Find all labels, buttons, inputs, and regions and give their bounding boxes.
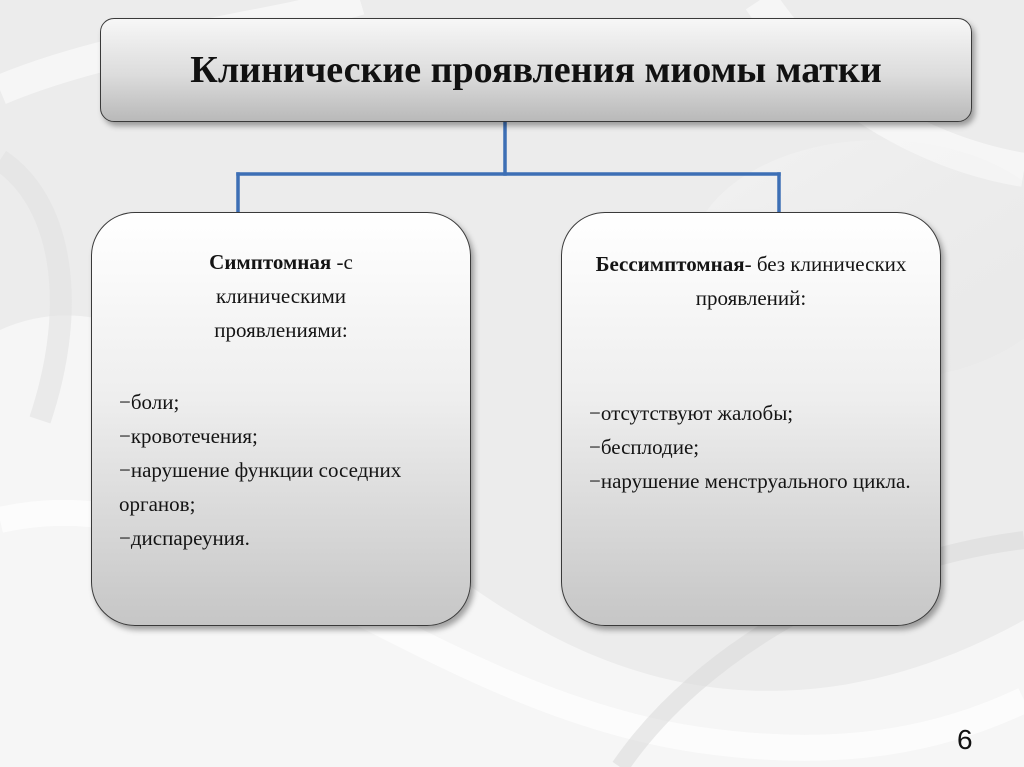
symptomatic-list xyxy=(119,385,449,555)
list-item: −нарушение менструального цикла. xyxy=(589,469,911,493)
asymptomatic-box xyxy=(561,212,941,626)
list-item: −бесплодие; xyxy=(589,435,700,459)
asymptomatic-heading xyxy=(562,247,940,315)
list-item: −нарушение функции соседних органов; xyxy=(119,458,402,516)
symptomatic-heading-bold: Симптомная xyxy=(209,250,332,274)
asymptomatic-heading-bold: Бессимптомная xyxy=(595,252,745,276)
asymptomatic-list xyxy=(589,396,919,498)
diagram-title: Клинические проявления миомы матки xyxy=(190,49,882,91)
list-item: −кровотечения; xyxy=(119,424,258,448)
symptomatic-heading xyxy=(92,245,470,347)
list-item: −отсутствуют жалобы; xyxy=(589,401,794,425)
symptomatic-box xyxy=(91,212,471,626)
connector-lines xyxy=(238,123,779,212)
asymptomatic-heading-rest: - без клинических проявлений: xyxy=(695,252,907,310)
symptomatic-heading-rest: -с клиническими проявлениями: xyxy=(214,250,353,342)
list-item: −диспареуния. xyxy=(119,526,250,550)
page-number: 6 xyxy=(957,724,973,755)
title-box xyxy=(100,18,972,122)
list-item: −боли; xyxy=(119,390,180,414)
